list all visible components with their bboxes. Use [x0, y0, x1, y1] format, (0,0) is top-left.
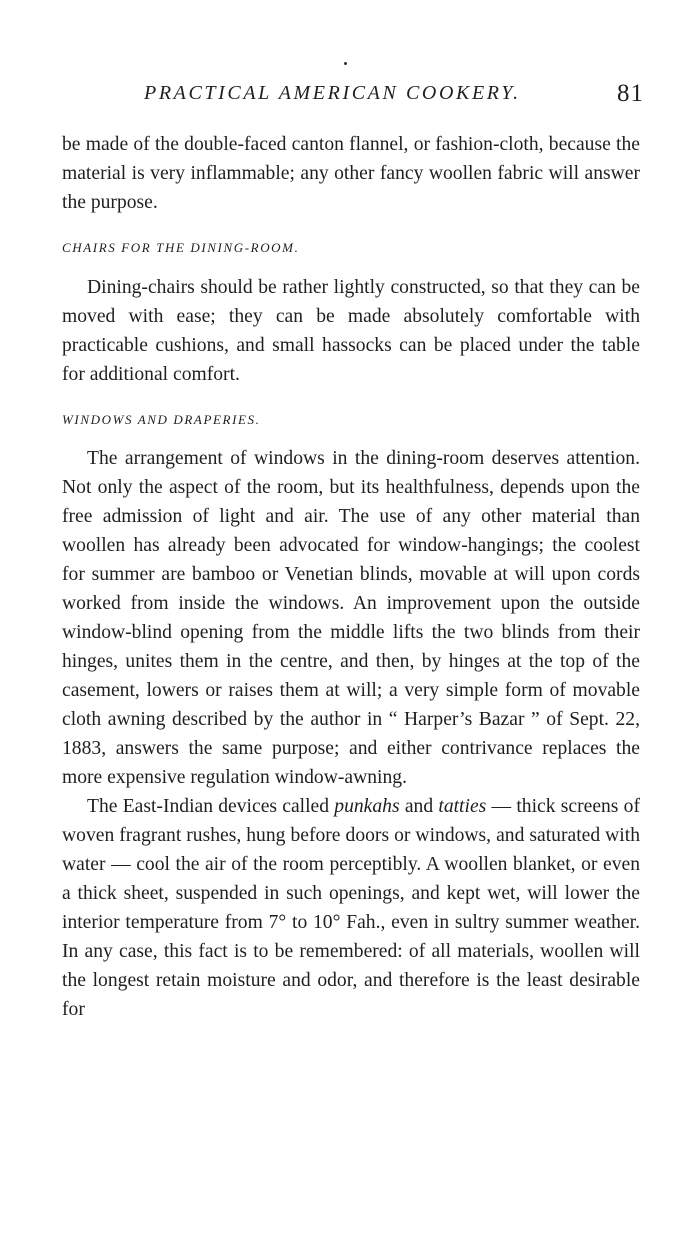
page-number: 81	[617, 80, 644, 107]
section-heading-chairs: CHAIRS FOR THE DINING-ROOM.	[62, 240, 300, 255]
body-text	[62, 130, 640, 1024]
term-punkahs: punkahs	[334, 796, 400, 817]
paragraph-punkahs	[62, 792, 640, 1024]
print-speck	[344, 62, 347, 65]
paragraph-windows: The arrangement of windows in the dining-room deserves attention. Not only the aspect of the room, but its healthfulness, depends upon the free admission of light and air. The use of any other material than woollen has already been advocated for window-hangings; the coolest for summer are bamboo or Venetian blinds, movable at will upon cords worked from inside the windows. An improvement upon the outside window-blind opening from the middle lifts the two blinds from their hinges, unites them in the centre, and then, by hinges at the top of the casement, lowers or raises them at will; a very simple form of movable cloth awning described by the author in “ Harper’s Bazar ” of Sept. 22, 1883, answers the same purpose; and either contrivance replaces the more expensive regulation window-awning.	[62, 448, 640, 788]
term-tatties: tatties	[438, 796, 487, 817]
paragraph-chairs: Dining-chairs should be rather lightly constructed, so that they can be moved with ease; they can be made absolutely comfortable with practicable cushions, and small hassocks can be placed under the table for additional comfort.	[62, 277, 640, 385]
section-heading-windows: WINDOWS AND DRAPERIES.	[62, 412, 261, 427]
paragraph-continued: be made of the double-faced canton flannel, or fashion-cloth, because the material is very inflammable; any other fancy woollen fabric will answer the purpose.	[62, 134, 640, 213]
text-segment: — thick screens of woven fragrant rushes, hung before doors or windows, and saturated with water — cool the air of the room perceptibly. A woollen blanket, or even a thick sheet, suspended in such openings, and kept wet, will lower the interior temperature from 7° to 10° Fah., even in sultry summer weather. In any case, this fact is to be remembered: of all materials, woollen will the longest retain moisture and odor, and therefore is the least desirable for	[62, 796, 640, 1020]
running-title: PRACTICAL AMERICAN COOKERY.	[144, 82, 521, 104]
text-segment: and	[399, 796, 439, 817]
text-segment: The East-Indian devices called	[87, 796, 335, 817]
running-head	[62, 80, 650, 112]
